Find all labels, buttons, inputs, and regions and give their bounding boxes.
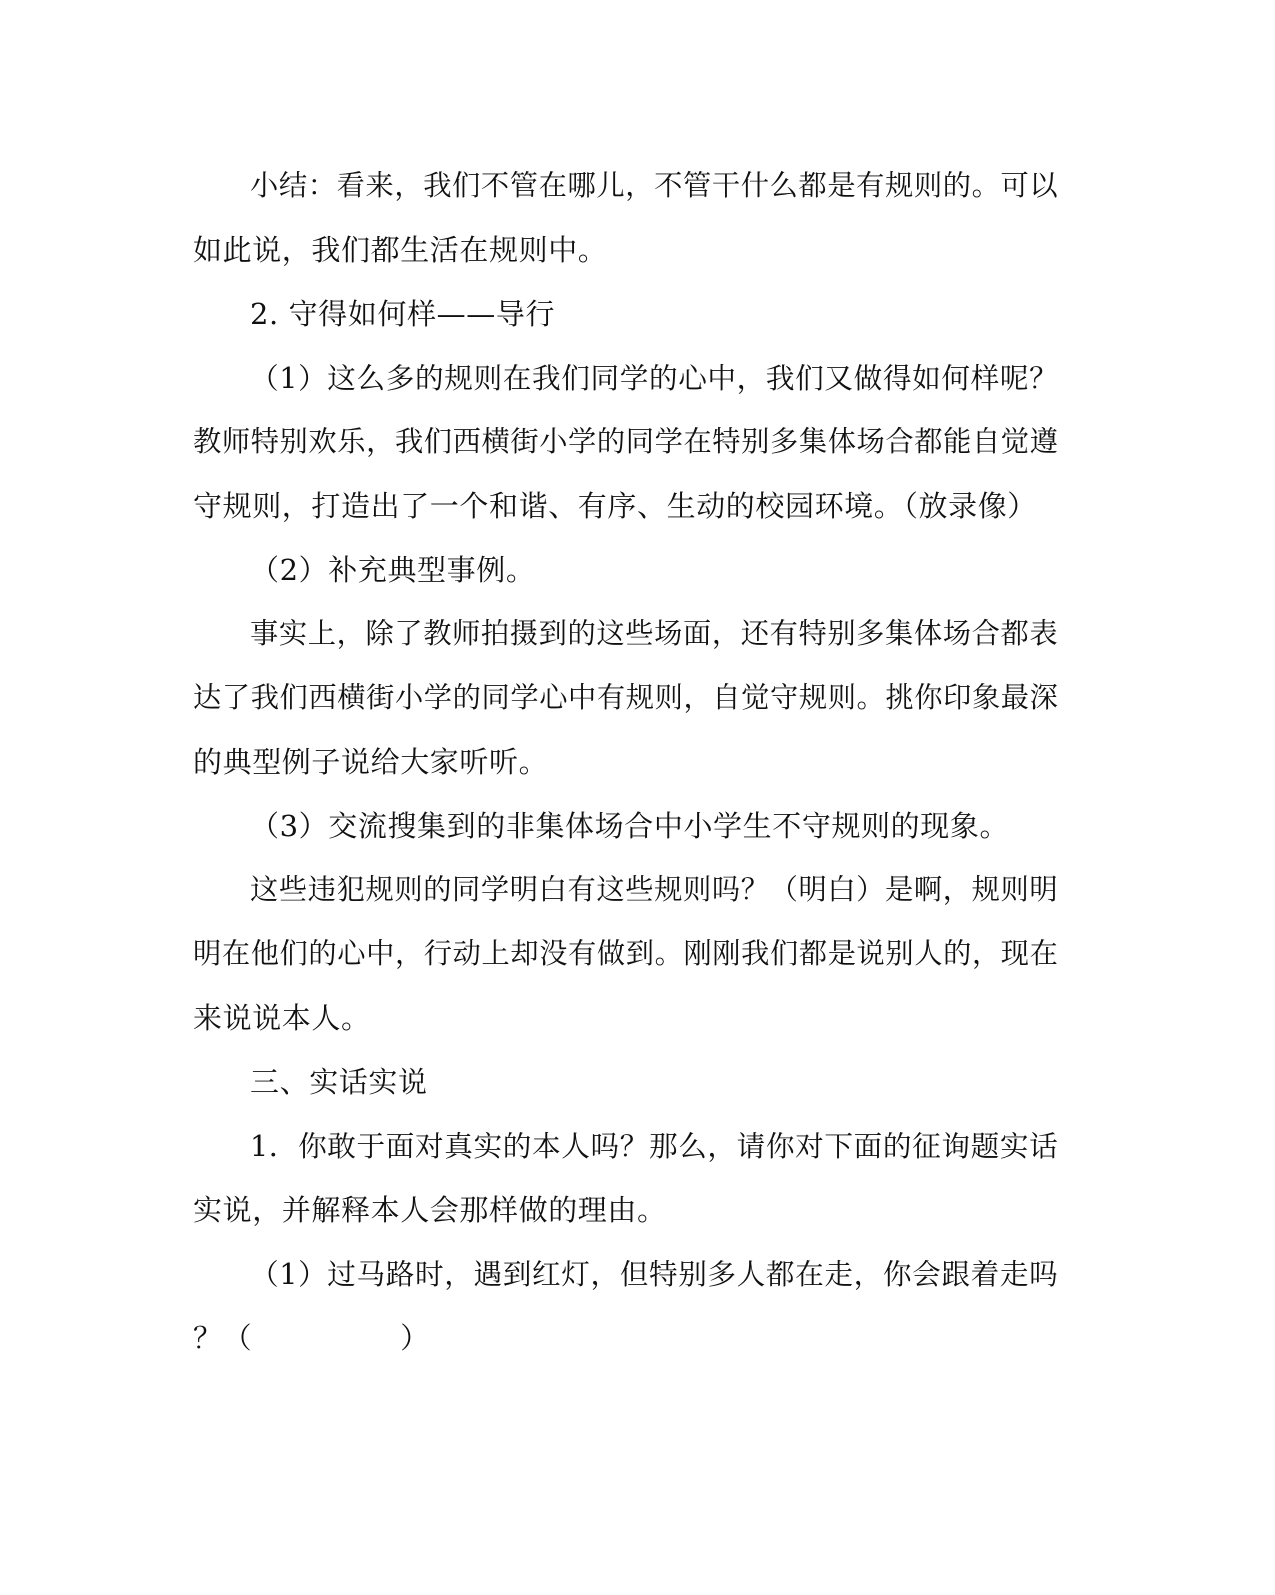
- text-line: 事实上，除了教师拍摄到的这些场面，还有特别多集体场合都表: [250, 617, 1059, 650]
- text-line: 1．你敢于面对真实的本人吗？那么，请你对下面的征询题实话: [250, 1129, 1059, 1163]
- text-line: 来说说本人。: [193, 1001, 371, 1035]
- text-line: 教师特别欢乐，我们西横街小学的同学在特别多集体场合都能自觉遵: [193, 425, 1059, 458]
- text-line: 守规则，打造出了一个和谐、有序、生动的校园环境。（放录像）: [193, 489, 1037, 523]
- text-line: （1）这么多的规则在我们同学的心中，我们又做得如何样呢？: [250, 361, 1059, 395]
- section-heading: 2. 守得如何样——导行: [250, 297, 556, 331]
- text-line: 明在他们的心中，行动上却没有做到。刚刚我们都是说别人的，现在: [193, 937, 1059, 970]
- text-line: （1）过马路时，遇到红灯，但特别多人都在走，你会跟着走吗: [250, 1257, 1059, 1291]
- text-line: （3）交流搜集到的非集体场合中小学生不守规则的现象。: [250, 809, 1010, 843]
- answer-blank-line: ？（ ）: [193, 1321, 430, 1355]
- text-line: 的典型例子说给大家听听。: [193, 745, 549, 779]
- section-heading: 三、实话实说: [250, 1065, 428, 1099]
- text-line: 达了我们西横街小学的同学心中有规则，自觉守规则。挑你印象最深: [193, 681, 1059, 714]
- text-line: 小结：看来，我们不管在哪儿，不管干什么都是有规则的。可以: [250, 169, 1059, 202]
- text-line: （2）补充典型事例。: [250, 553, 536, 587]
- text-line: 如此说，我们都生活在规则中。: [193, 233, 608, 267]
- text-line: 这些违犯规则的同学明白有这些规则吗？（明白）是啊，规则明: [250, 873, 1059, 906]
- text-line: 实说，并解释本人会那样做的理由。: [193, 1193, 667, 1227]
